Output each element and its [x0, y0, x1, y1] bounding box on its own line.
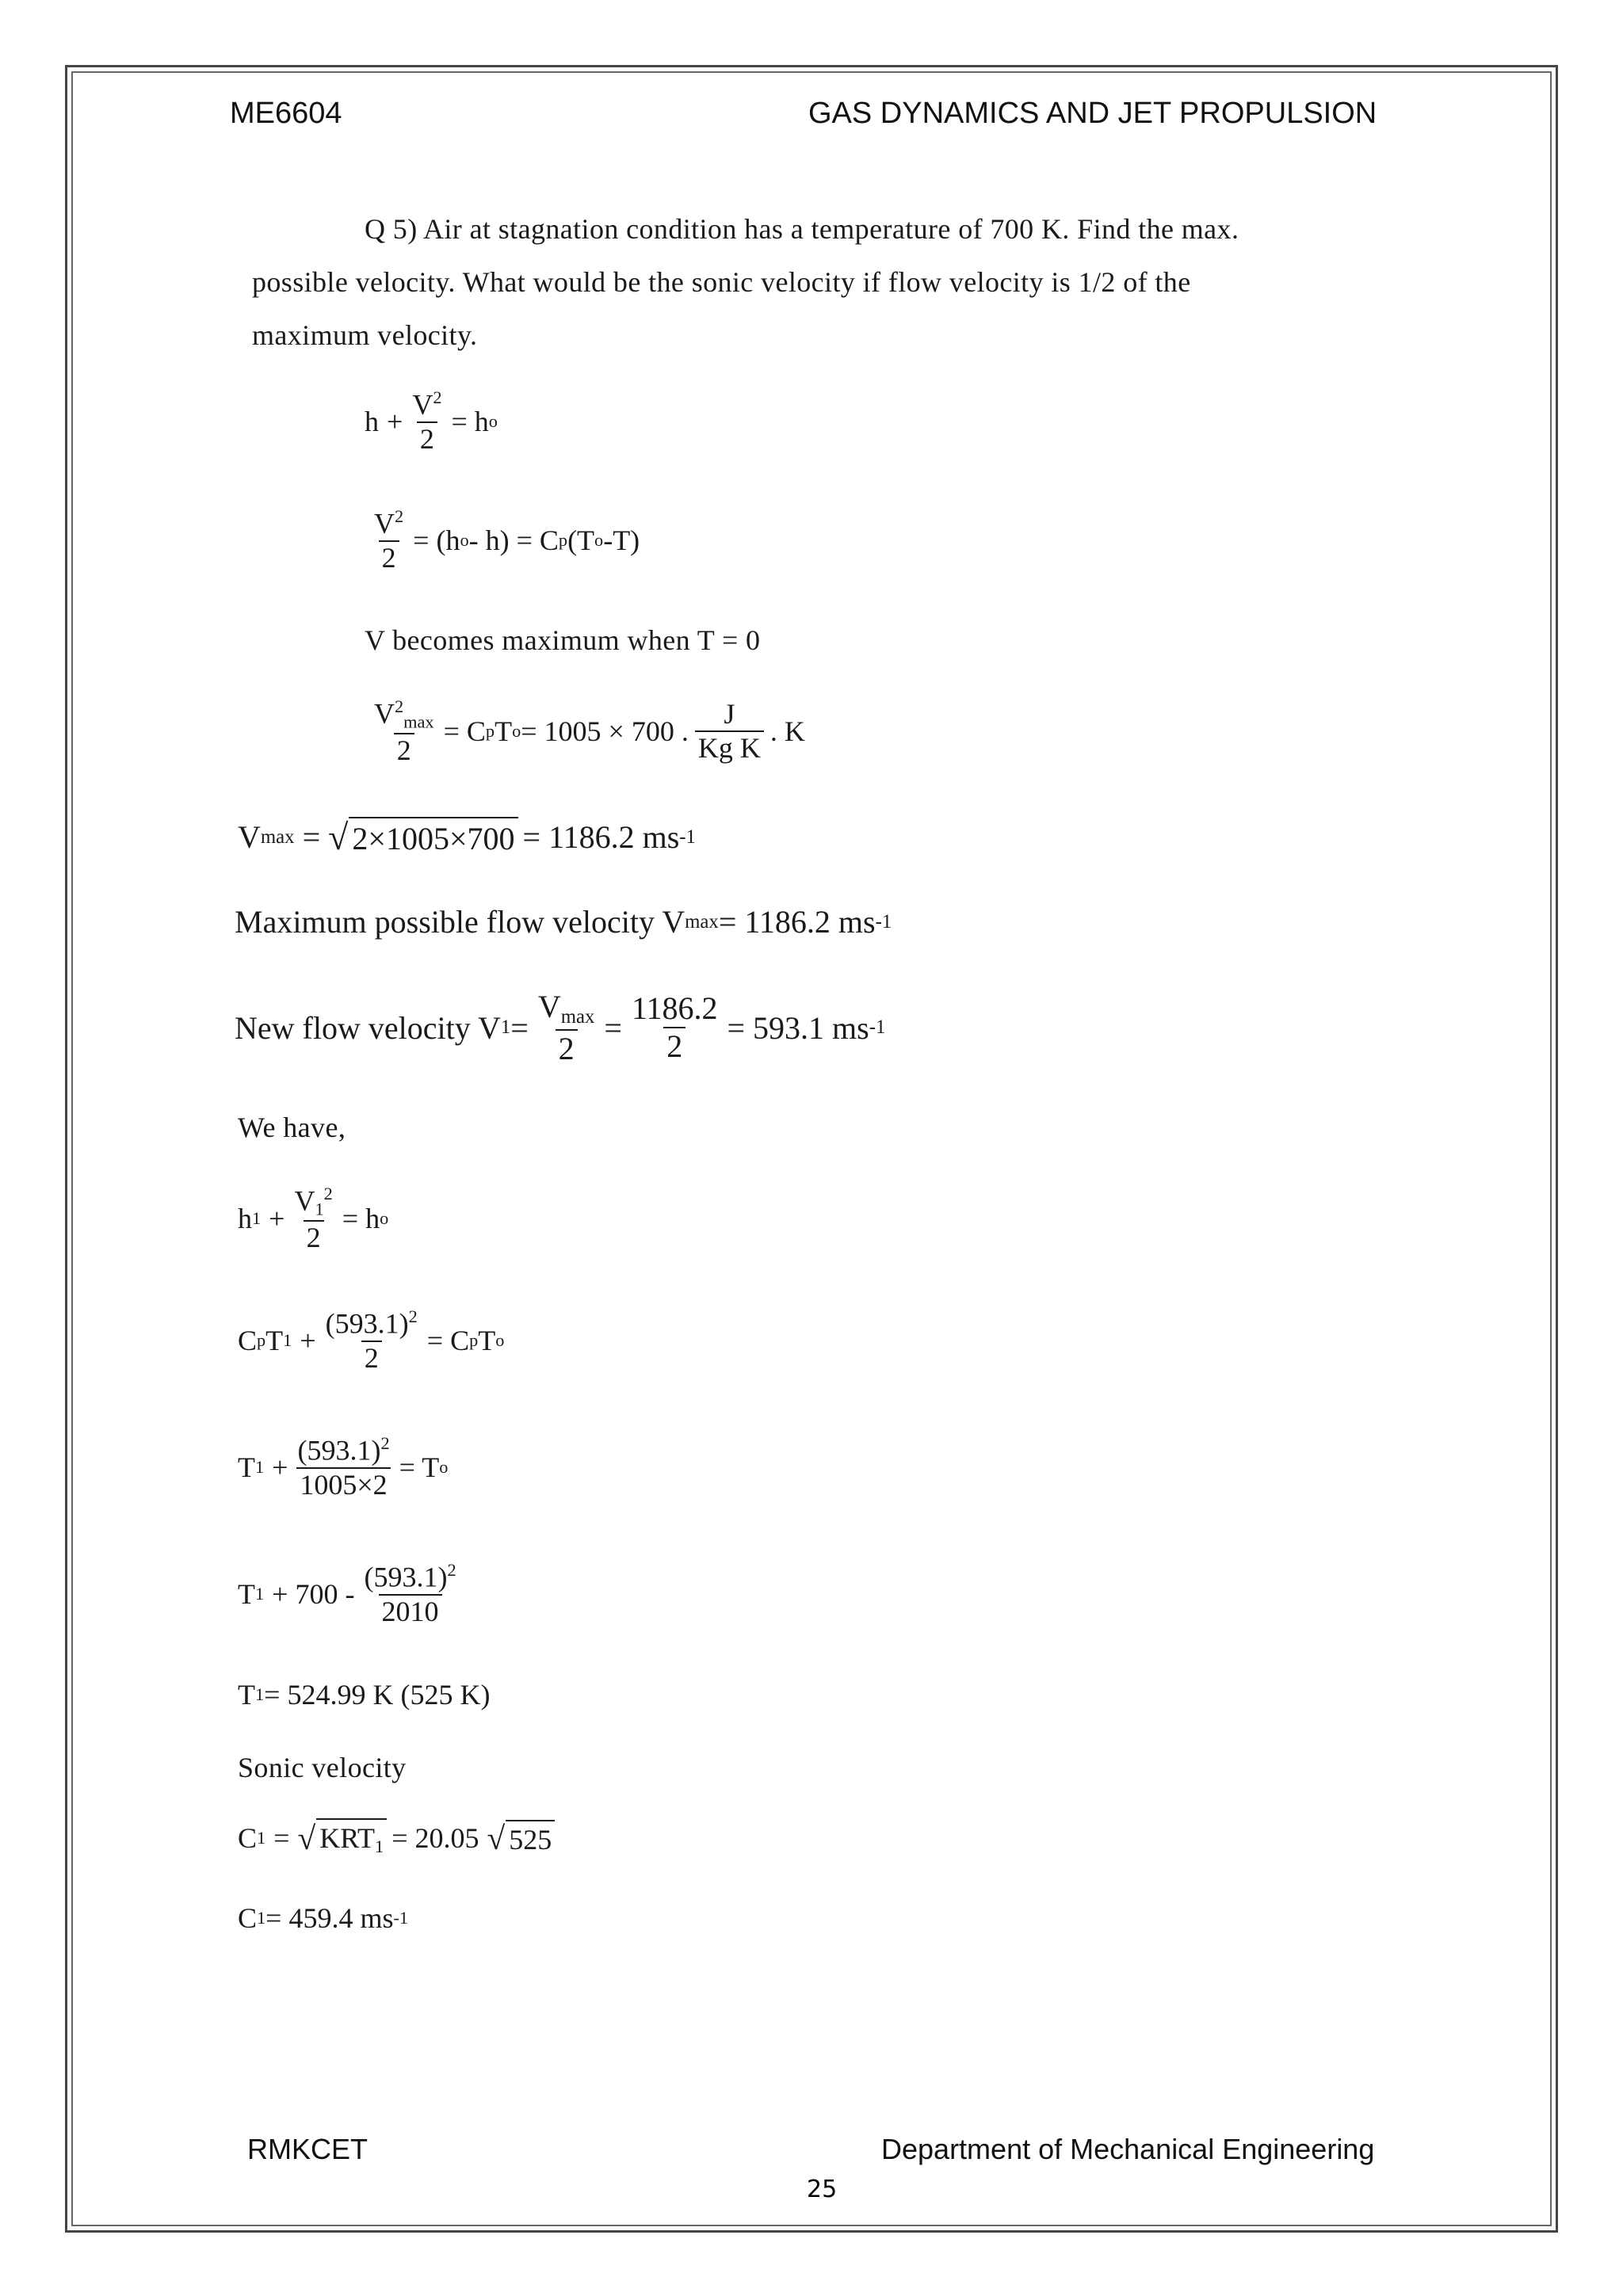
statement-sonic-velocity: Sonic velocity: [238, 1752, 407, 1783]
eq15-radicand-2: 525: [506, 1820, 555, 1856]
eq7-fraction-value: $\frac{1186.2}{2}$: [631, 990, 718, 1065]
equation-v-max-value: V max = √ 2×1005×700 = 1186.2 ms -1: [238, 817, 696, 857]
page-number: 25: [807, 2176, 838, 2203]
statement-we-have: We have,: [238, 1112, 346, 1143]
eq2-fraction: $\frac{V^2}{2}$: [374, 506, 404, 574]
footer-department: Department of Mechanical Engineering: [881, 2133, 1375, 2165]
eq1-rhs: = h: [451, 405, 489, 437]
eq4-unit-fraction: $\frac{J}{\text{Kg K}}$: [695, 700, 764, 765]
equation-temperature-balance: C p T 1 + $\frac{(593.1)^2}{2}$ = C p T o: [238, 1306, 505, 1375]
eq4-fraction: $\frac{V^2_{max}}{2}$: [374, 696, 434, 767]
statement-maximum-flow-velocity: Maximum possible flow velocity V max = 1186.2 ms -1: [235, 904, 892, 940]
eq9-fraction: $\frac{V_1^2}{2}$: [294, 1184, 333, 1254]
equation-energy-state-1: h 1 + $\frac{V_1^2}{2}$ = h o: [238, 1184, 389, 1254]
eq1-plus: +: [387, 405, 403, 437]
question-line-3: maximum velocity.: [252, 319, 478, 351]
equation-sonic-velocity: C 1 = √ $KRT_1$ = 20.05 √ 525: [238, 1818, 559, 1857]
header-course-title: GAS DYNAMICS AND JET PROPULSION: [808, 97, 1377, 130]
sqrt-symbol: √: [487, 1819, 506, 1856]
result-temperature-t1: T 1 = 524.99 K (525 K): [238, 1679, 491, 1711]
equation-v-max-squared: $\frac{V^2_{max}}{2}$ = C p T o = 1005 × 700 . $\frac{J}{\text{Kg K}}$ . K: [365, 697, 805, 766]
question-line-1: Q 5) Air at stagnation condition has a temperature of 700 K. Find the max.: [365, 213, 1239, 245]
eq11-fraction: $\frac{(593.1)^2}{1005\times 2}$: [297, 1433, 390, 1501]
sqrt-symbol: √: [328, 817, 349, 857]
eq10-fraction: $\frac{(593.1)^2}{2}$: [325, 1306, 418, 1375]
equation-new-flow-velocity: New flow velocity V 1 = $\frac{V_{max}}{2}$ = $\frac{1186.2}{2}$ = 593.1 ms -1: [235, 989, 886, 1066]
eq5-radicand: 2×1005×700: [349, 817, 517, 857]
question-line-2: possible velocity. What would be the sonic velocity if flow velocity is 1/2 of the: [252, 266, 1191, 298]
equation-energy: h + $\frac{V^2}{2}$ = h o: [365, 387, 498, 456]
eq7-fraction-vmax: $\frac{V_{max}}{2}$: [537, 989, 595, 1066]
eq1-h: h: [365, 405, 379, 437]
eq15-radicand: $KRT_1$: [316, 1818, 387, 1857]
result-sonic-velocity: C 1 = 459.4 ms -1: [238, 1902, 409, 1934]
eq1-fraction: $\frac{V^2}{2}$: [412, 387, 442, 456]
equation-temperature-divided: T 1 + $\frac{(593.1)^2}{1005\times 2}$ = T o: [238, 1433, 449, 1501]
eq12-fraction: $\frac{(593.1)^2}{2010}$: [364, 1560, 456, 1628]
statement-v-max-condition: V becomes maximum when T = 0: [365, 624, 761, 656]
sqrt-symbol: √: [297, 1819, 316, 1856]
equation-enthalpy-difference: $\frac{V^2}{2}$ = (h o - h) = C p (T o -T): [365, 507, 640, 574]
equation-temperature-substituted: T 1 + 700 - $\frac{(593.1)^2}{2010}$: [238, 1561, 466, 1627]
header-course-code: ME6604: [230, 97, 342, 130]
footer-institution: RMKCET: [247, 2133, 368, 2165]
